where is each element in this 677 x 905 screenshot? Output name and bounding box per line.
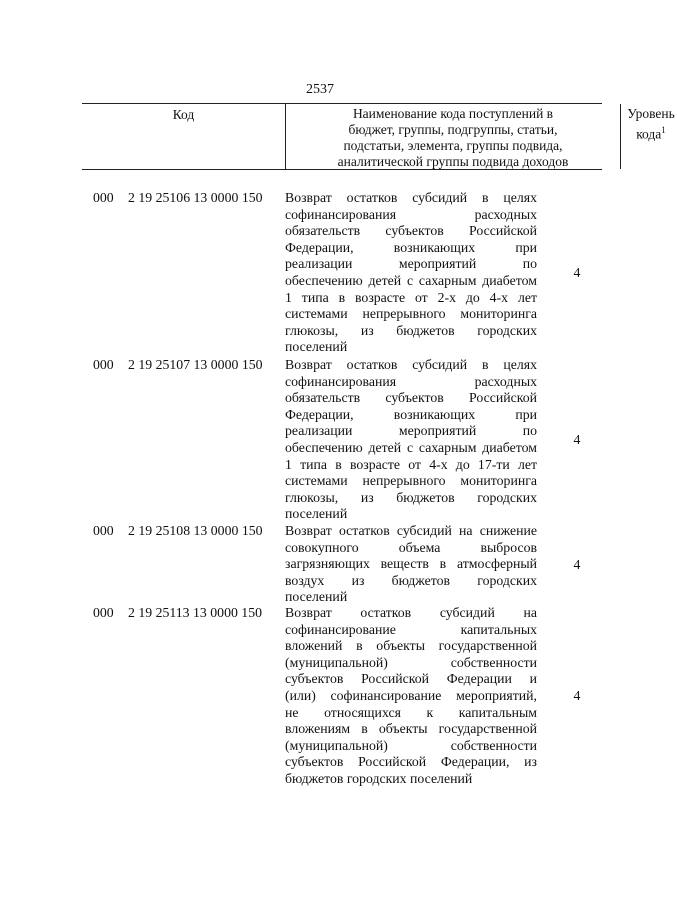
- code-level: 4: [573, 557, 581, 572]
- description-line: субъектов Российской Федерации, из: [285, 754, 537, 770]
- description-line: бюджетов городских поселений: [285, 770, 473, 786]
- description-line: глюкозы, из бюджетов городских: [285, 489, 537, 505]
- description-line: Возврат остатков субсидий в целях: [285, 190, 537, 205]
- footnote-marker: 1: [661, 125, 666, 135]
- revenue-description: [285, 357, 537, 523]
- admin-code: 000: [93, 605, 114, 620]
- description-line: Возврат остатков субсидий на: [285, 605, 537, 620]
- header-name-line: Наименование кода поступлений в: [352, 106, 554, 121]
- description-line: не относящихся к капитальным: [285, 704, 537, 720]
- revenue-description: [285, 523, 537, 606]
- code-level: 4: [573, 688, 581, 703]
- description-line: вложениям в объекты государственной: [285, 721, 537, 737]
- description-line: софинансирования расходных: [285, 373, 537, 389]
- description-line: системами непрерывного мониторинга: [285, 473, 537, 489]
- description-line: софинансирование капитальных: [285, 621, 537, 637]
- header-name-line: бюджет, группы, подгруппы, статьи,: [348, 122, 558, 137]
- description-line: воздух из бюджетов городских: [285, 572, 537, 588]
- description-line: поселений: [285, 339, 348, 355]
- admin-code: 000: [93, 190, 114, 205]
- description-line: глюкозы, из бюджетов городских: [285, 322, 537, 338]
- page-number: 2537: [306, 82, 334, 97]
- description-line: обеспечению детей с сахарным диабетом: [285, 272, 537, 288]
- revenue-code: 2 19 25113 13 0000 150: [128, 605, 263, 620]
- revenue-code: 2 19 25106 13 0000 150: [128, 190, 263, 205]
- admin-code: 000: [93, 523, 114, 538]
- revenue-description: [285, 605, 537, 788]
- description-line: обязательств субъектов Российской: [285, 390, 537, 406]
- table-header: [82, 103, 675, 170]
- description-line: реализации мероприятий по: [285, 256, 537, 272]
- header-name-line: аналитической группы подвида доходов: [337, 154, 569, 169]
- description-line: Возврат остатков субсидий в целях: [285, 357, 537, 372]
- header-name: [285, 104, 621, 169]
- description-line: обеспечению детей с сахарным диабетом: [285, 439, 537, 455]
- description-line: поселений: [285, 589, 348, 605]
- code-level: 4: [573, 265, 581, 280]
- header-code: Код: [172, 107, 195, 122]
- description-line: поселений: [285, 506, 348, 522]
- header-level-text: кода: [636, 126, 662, 142]
- description-line: Возврат остатков субсидий на снижение: [285, 523, 537, 538]
- description-line: (или) софинансирование мероприятий,: [285, 687, 537, 703]
- description-line: 1 типа в возрасте от 2-х до 4-х лет: [285, 289, 537, 305]
- description-line: Федерации, возникающих при: [285, 239, 537, 255]
- header-level-line: [625, 122, 677, 143]
- description-line: (муниципальной) собственности: [285, 654, 537, 670]
- header-name-line: подстатьи, элемента, группы подвида,: [343, 138, 563, 153]
- description-line: реализации мероприятий по: [285, 423, 537, 439]
- code-level: 4: [573, 432, 581, 447]
- description-line: совокупного объема выбросов: [285, 539, 537, 555]
- description-line: системами непрерывного мониторинга: [285, 306, 537, 322]
- description-line: (муниципальной) собственности: [285, 737, 537, 753]
- description-line: субъектов Российской Федерации и: [285, 671, 537, 687]
- description-line: 1 типа в возрасте от 4-х до 17-ти лет: [285, 456, 537, 472]
- description-line: Федерации, возникающих при: [285, 406, 537, 422]
- description-line: обязательств субъектов Российской: [285, 223, 537, 239]
- description-line: софинансирования расходных: [285, 206, 537, 222]
- description-line: загрязняющих веществ в атмосферный: [285, 556, 537, 572]
- admin-code: 000: [93, 357, 114, 372]
- header-level-line: Уровень: [627, 106, 675, 121]
- revenue-code: 2 19 25107 13 0000 150: [128, 357, 263, 372]
- revenue-code: 2 19 25108 13 0000 150: [128, 523, 263, 538]
- description-line: вложений в объекты государственной: [285, 638, 537, 654]
- revenue-description: [285, 190, 537, 356]
